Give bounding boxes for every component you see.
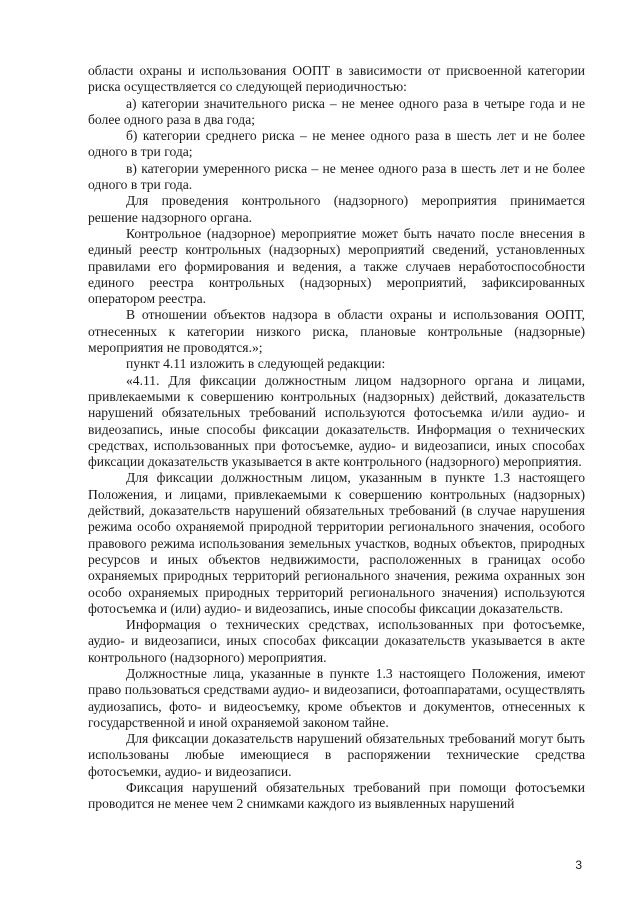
paragraph-5: Для проведения контрольного (надзорного) мероприятия принимается решение надзорного органа. bbox=[88, 193, 585, 225]
paragraph-10: Для фиксации должностным лицом, указанным в пункте 1.3 настоящего Положения, и лицами, привлекаемыми к совершению контрольных (надзорных) действий, доказательств нарушений обязательных требований (в случае нарушения режима особо охраняемой природной территории регионального значения, особого правового режима использования земельных участков, водных объектов, природных ресурсов и иных объектов недвижимости, расположенных в границах особо охраняемых природных территорий регионального значения, режима охранных зон особо охраняемых природных территорий регионального значения) используются фотосъемка и (или) аудио- и видеозапись, иные способы фиксации доказательств. bbox=[88, 470, 585, 616]
paragraph-6: Контрольное (надзорное) мероприятие может быть начато после внесения в единый реестр контрольных (надзорных) мероприятий сведений, установленных правилами его формирования и ведения, а также случаев неработоспособности единого реестра контрольных (надзорных) мероприятий, зафиксированных оператором реестра. bbox=[88, 225, 585, 307]
paragraph-12: Должностные лица, указанные в пункте 1.3 настоящего Положения, имеют право пользоваться средствами аудио- и видеозаписи, фотоаппаратами, осуществлять аудиозапись, фото- и видеосъемку, кроме объектов и документов, отнесенных к государственной и иной охраняемой законом тайне. bbox=[88, 665, 585, 730]
paragraph-14: Фиксация нарушений обязательных требований при помощи фотосъемки проводится не менее чем 2 снимками каждого из выявленных нарушений bbox=[88, 780, 585, 812]
page-number: 3 bbox=[575, 858, 582, 872]
paragraph-11: Информация о технических средствах, использованных при фотосъемке, аудио- и видеозаписи, иных способах фиксации доказательств указывается в акте контрольного (надзорного) мероприятия. bbox=[88, 617, 585, 665]
paragraph-8: пункт 4.11 изложить в следующей редакции: bbox=[126, 356, 386, 372]
paragraph-3: б) категории среднего риска – не менее одного раза в шесть лет и не более одного в три года; bbox=[88, 128, 585, 160]
paragraph-13: Для фиксации доказательств нарушений обязательных требований могут быть использованы любые имеющиеся в распоряжении технические средства фотосъемки, аудио- и видеозаписи. bbox=[88, 731, 585, 779]
paragraph-9: «4.11. Для фиксации должностным лицом надзорного органа и лицами, привлекаемыми к совершению контрольных (надзорных) действий, доказательств нарушений обязательных требований используются фотосъемка и/или аудио- и видеозапись, иные способы фиксации доказательств. Информация о технических средствах, использованных при фотосъемке, аудио- и видеозаписи, иных способах фиксации доказательств указывается в акте контрольного (надзорного) мероприятия. bbox=[88, 372, 585, 470]
paragraph-1: области охраны и использования ООПТ в зависимости от присвоенной категории риска осуществляется со следующей периодичностью: bbox=[88, 63, 585, 95]
paragraph-2: а) категории значительного риска – не менее одного раза в четыре года и не более одного раза в два года; bbox=[88, 95, 585, 127]
document-body bbox=[88, 63, 585, 813]
paragraph-7: В отношении объектов надзора в области охраны и использования ООПТ, отнесенных к категории низкого риска, плановые контрольные (надзорные) мероприятия не проводятся.»; bbox=[88, 307, 585, 356]
paragraph-4: в) категории умеренного риска – не менее одного раза в шесть лет и не более одного в три года. bbox=[88, 160, 585, 193]
